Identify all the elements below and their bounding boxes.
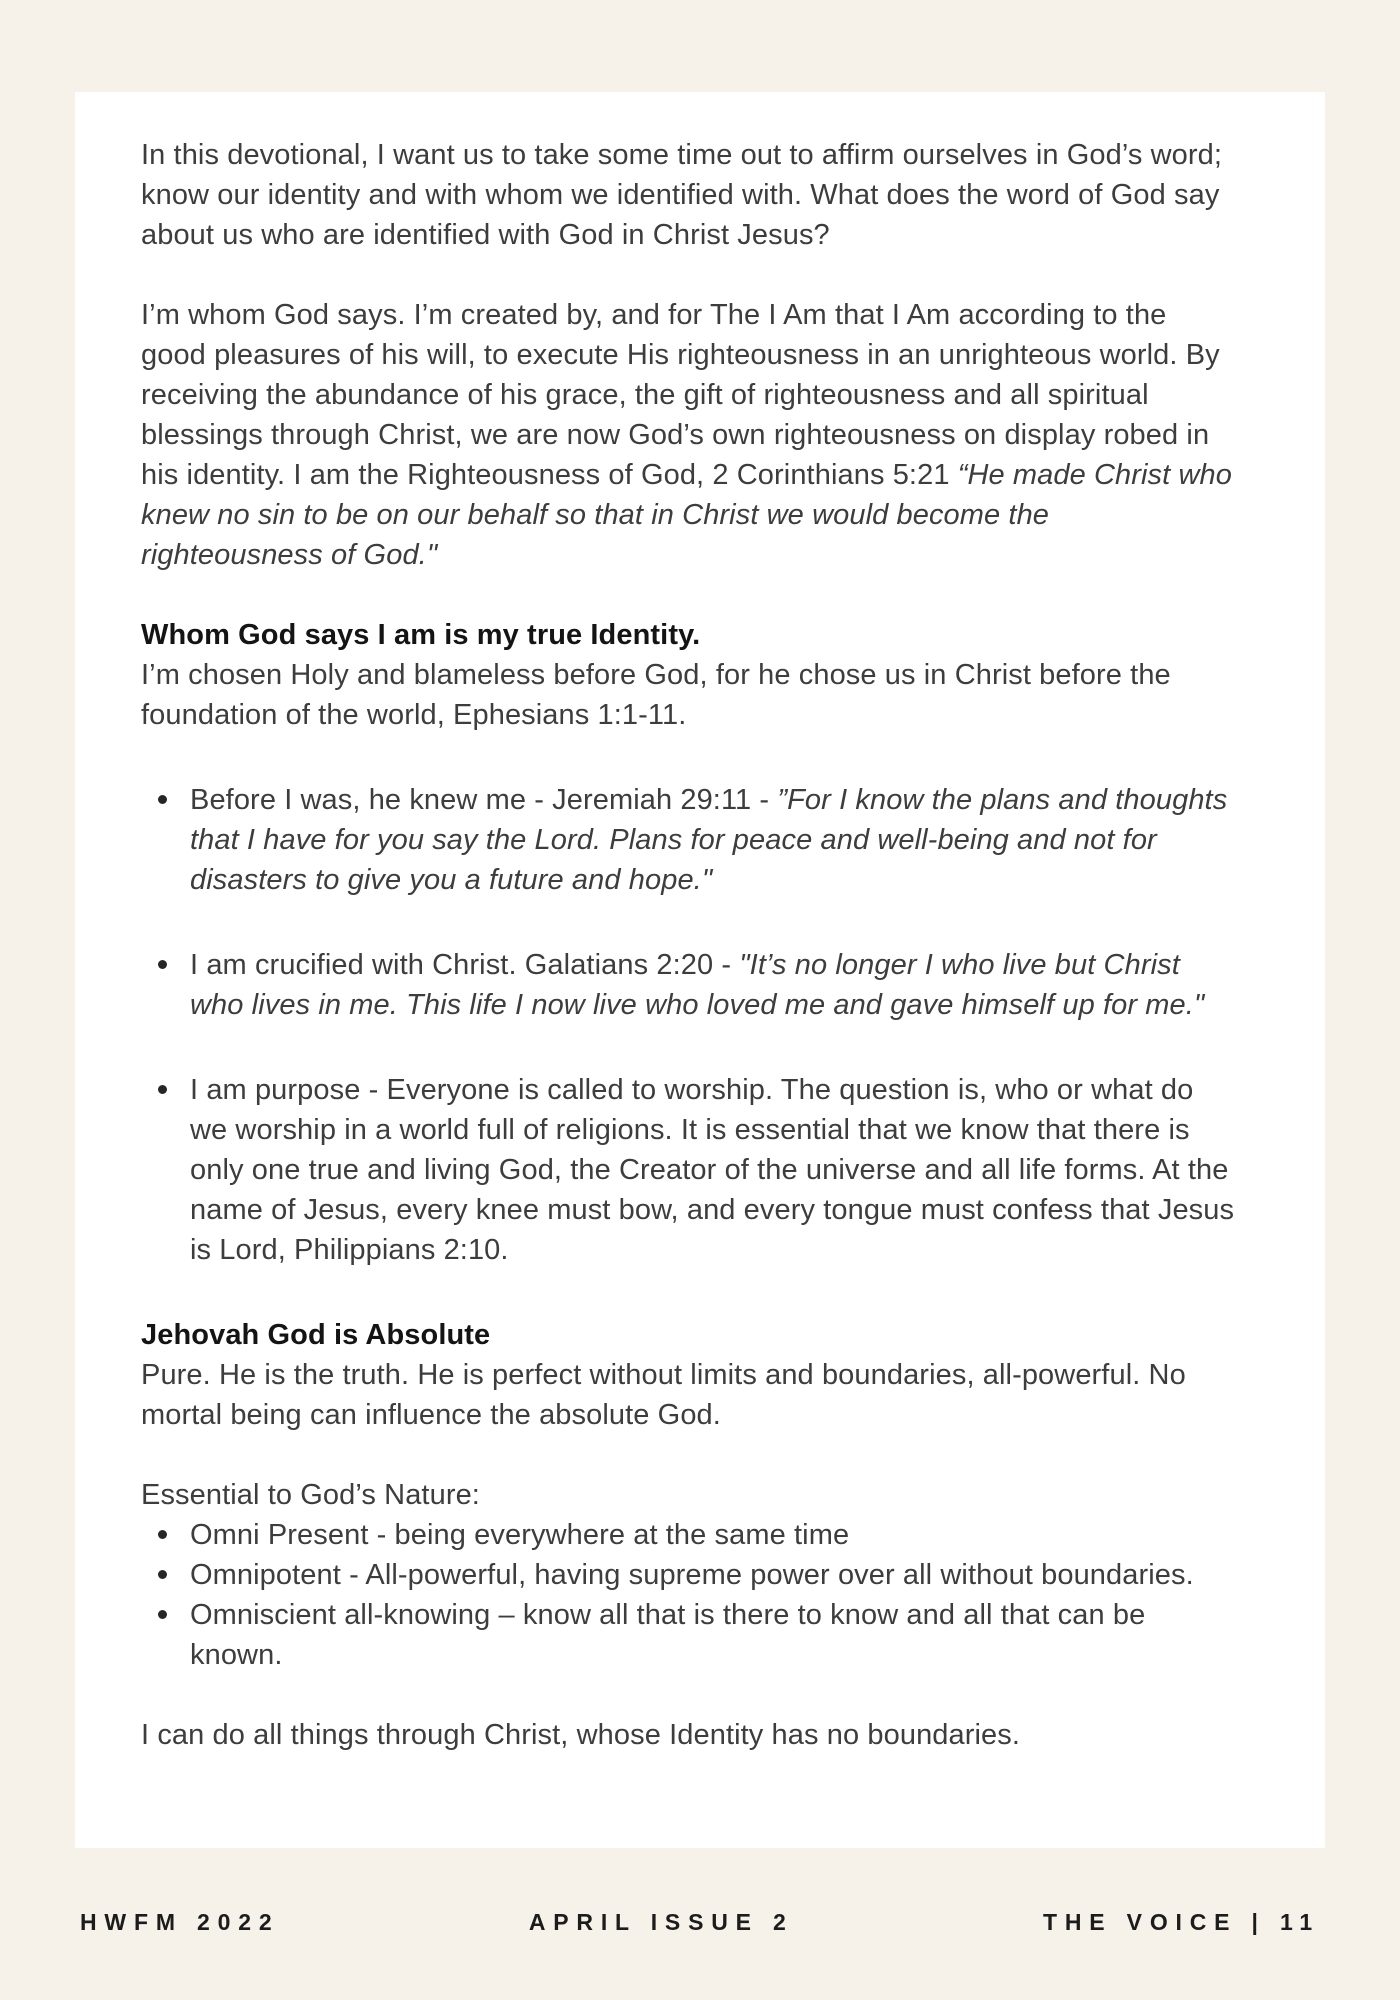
identity-bullet-list <box>141 780 1237 1270</box>
content-card <box>75 92 1325 1848</box>
identity-paragraph <box>141 295 1237 575</box>
devotional-body <box>141 135 1237 1755</box>
bullet-item-omnipresent <box>156 1515 1237 1555</box>
footer-title-page-number: THE VOICE | 11 <box>1043 1909 1320 1935</box>
scripture-quote-2corinthians: “He made Christ who knew no sin to be on our behalf so that in Christ we would become the righteousness of God." <box>141 459 1232 571</box>
closing-paragraph: I can do all things through Christ, whose Identity has no boundaries. <box>141 1719 1021 1751</box>
identity-paragraph-text: I’m whom God says. I’m created by, and for The I Am that I Am according to the good pleasures of his will, to execute His righteousness in an unrighteous world. By receiving the abundance of his grace, the gift of righteousness and all spiritual blessings through Christ, we are now God’s own righteousness on display robed in his identity. I am the Righteousness of God, 2 Corinthians 5:21 <box>141 299 1220 491</box>
page-footer <box>0 1845 1400 2000</box>
bullet-item-omnipotent <box>156 1555 1237 1595</box>
scripture-quote-jeremiah: ”For I know the plans and thoughts that I have for you say the Lord. Plans for peace and well-being and not for disasters to give you a future and hope." <box>190 784 1228 896</box>
bullet-text: Before I was, he knew me - Jeremiah 29:11 - <box>190 784 778 816</box>
bullet-item-omniscient <box>156 1595 1237 1675</box>
section-heading-jehovah-absolute: Jehovah God is Absolute <box>141 1319 491 1351</box>
section-lead-jehovah-absolute: Pure. He is the truth. He is perfect without limits and boundaries, all-powerful. No mortal being can influence the absolute God. <box>141 1359 1186 1431</box>
bullet-item-purpose <box>156 1070 1237 1270</box>
scripture-quote-galatians: "It’s no longer I who live but Christ who lives in me. This life I now live who loved me and gave himself up for me." <box>190 949 1205 1021</box>
bullet-item-crucified <box>156 945 1237 1025</box>
bullet-text: Omnipotent - All-powerful, having supreme power over all without boundaries. <box>190 1559 1194 1591</box>
bullet-text: Omniscient all-knowing – know all that is there to know and all that can be known. <box>190 1599 1146 1671</box>
footer-publication: HWFM 2022 <box>80 1909 280 1935</box>
nature-intro-line: Essential to God’s Nature: <box>141 1479 480 1511</box>
nature-bullet-list <box>141 1515 1237 1675</box>
intro-paragraph: In this devotional, I want us to take some time out to affirm ourselves in God’s word; know our identity and with whom we identified with. What does the word of God say about us who are identified with God in Christ Jesus? <box>141 139 1223 251</box>
bullet-text: Omni Present - being everywhere at the same time <box>190 1519 850 1551</box>
section-lead-true-identity: I’m chosen Holy and blameless before God, for he chose us in Christ before the foundation of the world, Ephesians 1:1-11. <box>141 659 1171 731</box>
bullet-text: I am crucified with Christ. Galatians 2:20 - <box>190 949 740 981</box>
bullet-item-before-i-was <box>156 780 1237 900</box>
section-heading-true-identity: Whom God says I am is my true Identity. <box>141 619 701 651</box>
footer-issue: APRIL ISSUE 2 <box>528 1909 794 1935</box>
bullet-text: I am purpose - Everyone is called to worship. The question is, who or what do we worship in a world full of religions. It is essential that we know that there is only one true and living God, the Creator of the universe and all life forms. At the name of Jesus, every knee must bow, and every tongue must confess that Jesus is Lord, Philippians 2:10. <box>190 1074 1235 1266</box>
